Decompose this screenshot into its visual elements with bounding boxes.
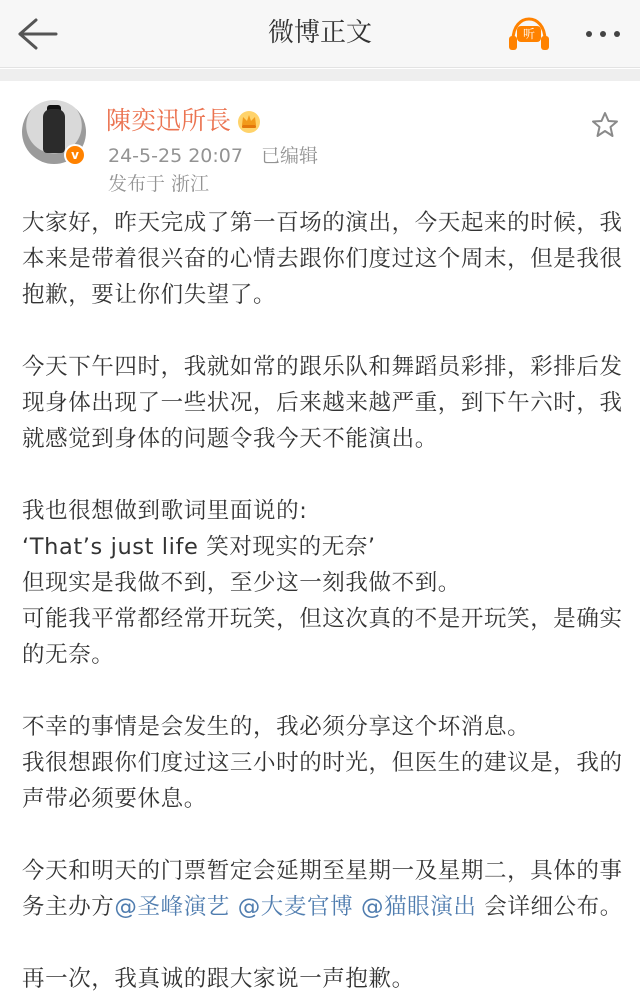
post-paragraph-line: 不幸的事情是会发生的，我必须分享这个坏消息。 <box>22 714 531 740</box>
post-paragraph: 大家好，昨天完成了第一百场的演出，今天起来的时候，我本来是带着很兴奋的心情去跟你们度过这个周末，但是我很抱歉，要让你们失望了。 <box>22 210 623 308</box>
edited-label: 已编辑 <box>261 145 319 167</box>
avatar-figure-body <box>43 109 65 153</box>
listen-label: 听 <box>517 26 541 42</box>
post-paragraph-line: 但现实是我做不到，至少这一刻我做不到。 <box>22 570 461 596</box>
author-name[interactable]: 陳奕迅所長 <box>106 106 232 135</box>
post-paragraph: 再一次，我真诚的跟大家说一声抱歉。 <box>22 966 415 992</box>
post-text: 会详细公布。 <box>484 894 623 920</box>
verified-badge: v <box>64 144 86 166</box>
post-text: 今天和明天的门票暂定会延期至星期一及星期二，具体的事务主办方 <box>22 858 623 920</box>
mention-link[interactable]: @猫眼演出 <box>360 894 477 920</box>
post-paragraph-line: 我也很想做到歌词里面说的: <box>22 498 308 524</box>
section-divider <box>0 69 640 81</box>
more-button[interactable] <box>580 20 626 48</box>
post-paragraph-line: 可能我平常都经常开玩笑，但这次真的不是开玩笑，是确实的无奈。 <box>22 606 623 668</box>
top-navigation-bar <box>0 0 640 68</box>
post-paragraph-line: ‘That’s just life 笑对现实的无奈’ <box>22 534 376 560</box>
post-meta <box>108 142 318 170</box>
post-timestamp: 24-5-25 20:07 <box>108 145 243 167</box>
post-paragraph-line: 我很想跟你们度过这三小时的时光，但医生的建议是，我的声带必须要休息。 <box>22 750 623 812</box>
favorite-button[interactable] <box>590 110 620 140</box>
post-location: 发布于 浙江 <box>108 173 210 195</box>
post-content <box>22 205 624 996</box>
post-paragraph <box>22 853 624 925</box>
more-dots-icon <box>580 20 626 48</box>
star-icon <box>590 110 620 140</box>
mention-link[interactable]: @大麦官博 <box>237 894 354 920</box>
page-title: 微博正文 <box>267 18 372 48</box>
mention-link[interactable]: @圣峰演艺 <box>114 894 230 920</box>
crown-icon <box>236 108 262 134</box>
post-paragraph: 今天下午四时，我就如常的跟乐队和舞蹈员彩排，彩排后发现身体出现了一些状况，后来越来越严重，到下午六时，我就感觉到身体的问题令我今天不能演出。 <box>22 354 623 452</box>
